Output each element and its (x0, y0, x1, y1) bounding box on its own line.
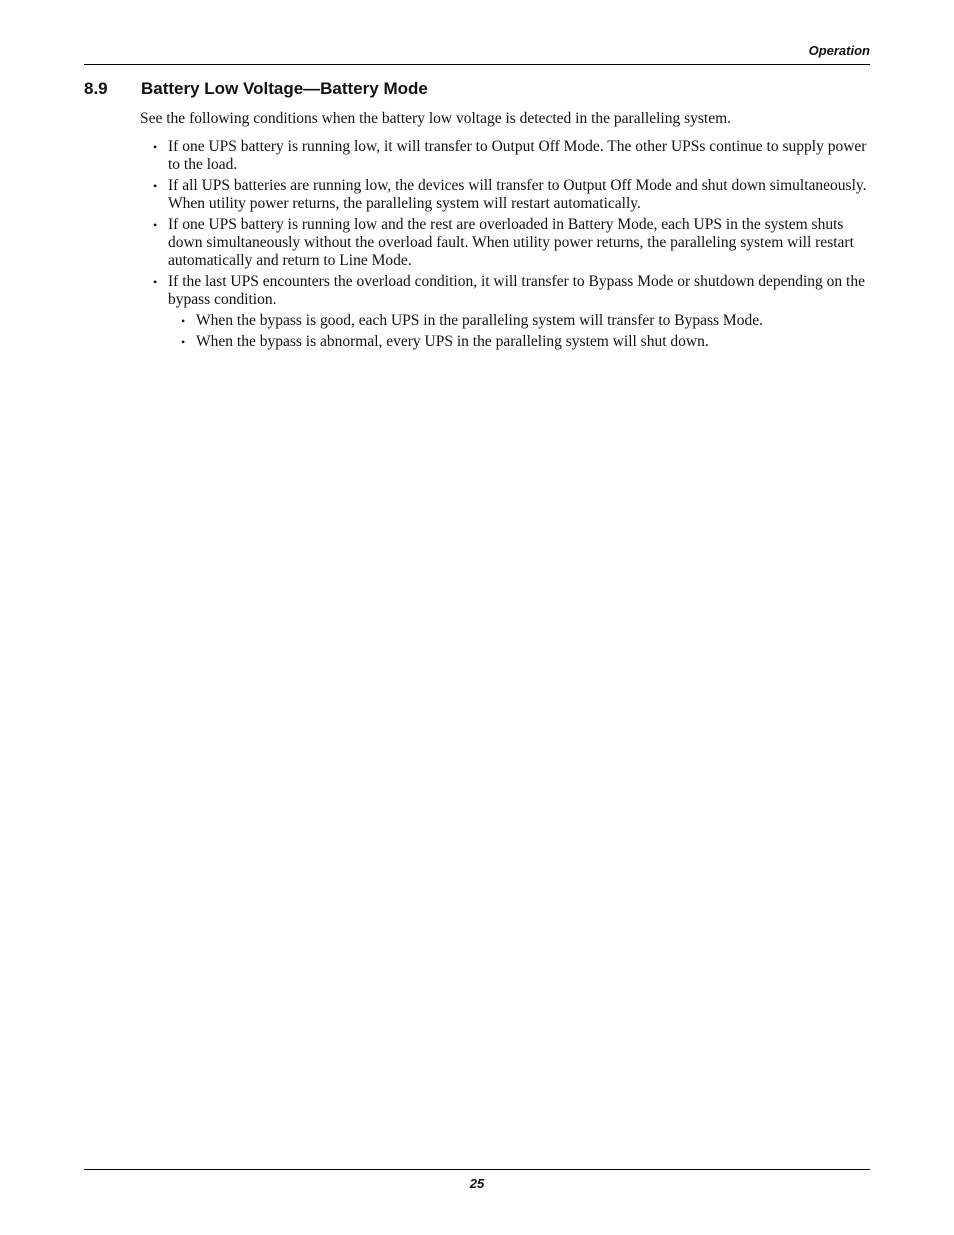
bullet-icon: • (153, 179, 158, 193)
list-item (140, 273, 870, 351)
page-number: 25 (469, 1176, 485, 1191)
list-item (140, 216, 870, 270)
list-item-text: If one UPS battery is running low, it will transfer to Output Off Mode. The other UPSs continue to supply power to the load. (168, 138, 867, 173)
intro-paragraph: See the following conditions when the battery low voltage is detected in the paralleling system. (140, 110, 732, 127)
header-rule (84, 64, 870, 65)
bypass-condition-list (168, 312, 870, 351)
bullet-icon: • (181, 314, 186, 328)
list-item-text: If all UPS batteries are running low, the devices will transfer to Output Off Mode and shut down simultaneously. When utility power returns, the paralleling system will restart automatically. (168, 177, 867, 212)
footer-rule (84, 1169, 870, 1170)
sub-list-item-text: When the bypass is abnormal, every UPS in the paralleling system will shut down. (196, 333, 709, 350)
section-number: 8.9 (84, 79, 108, 98)
section-heading (84, 79, 428, 99)
list-item-text: If the last UPS encounters the overload condition, it will transfer to Bypass Mode or shutdown depending on the bypass condition. (168, 273, 865, 308)
sub-list-item (168, 333, 870, 351)
bullet-icon: • (153, 275, 158, 289)
bullet-icon: • (181, 335, 186, 349)
bullet-icon: • (153, 140, 158, 154)
sub-list-item-text: When the bypass is good, each UPS in the paralleling system will transfer to Bypass Mode. (196, 312, 763, 329)
list-item (140, 177, 870, 213)
header-section-label: Operation (808, 43, 870, 58)
list-item-text: If one UPS battery is running low and the rest are overloaded in Battery Mode, each UPS in the system shuts down simultaneously without the overload fault. When utility power returns, the paralleling system will restart automatically and return to Line Mode. (168, 216, 854, 269)
condition-list (140, 138, 870, 354)
sub-list-item (168, 312, 870, 330)
section-title: Battery Low Voltage—Battery Mode (141, 79, 428, 98)
list-item (140, 138, 870, 174)
bullet-icon: • (153, 218, 158, 232)
